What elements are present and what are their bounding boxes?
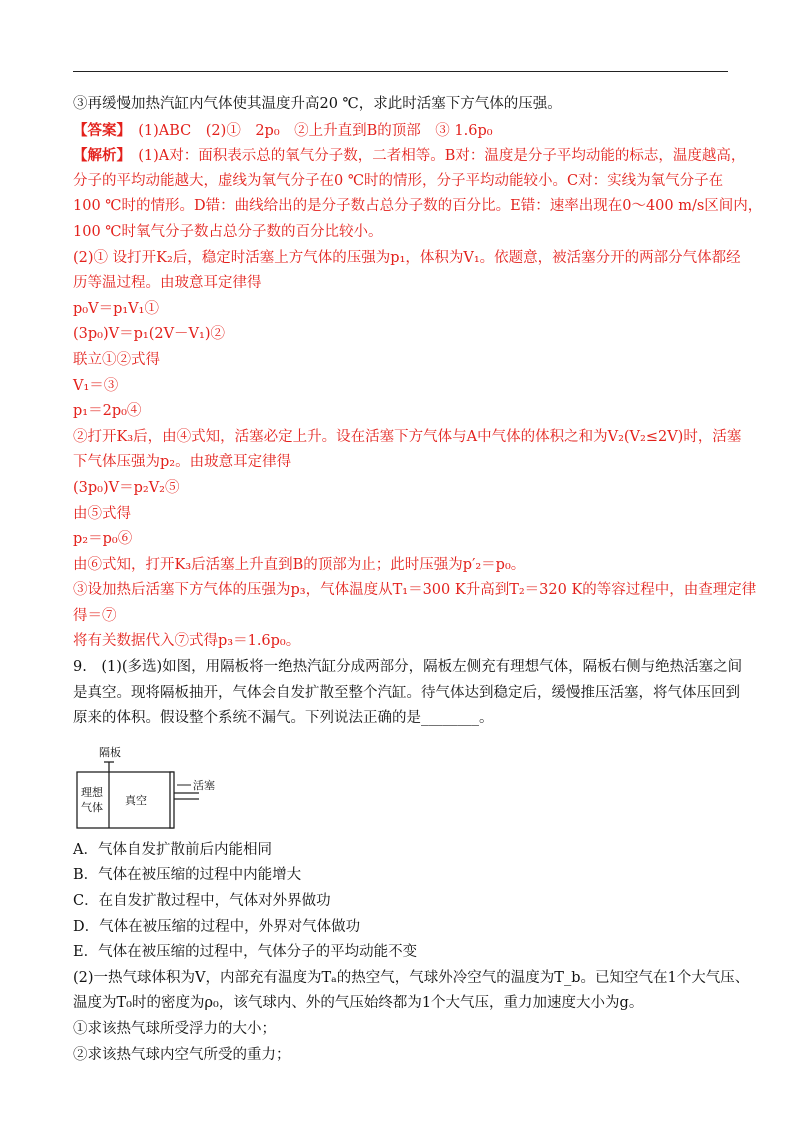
analysis-line: 分子的平均动能越大，虚线为氧气分子在0 ℃时的情形，分子平均动能较小。C对：实线为氧气分子在 (73, 172, 724, 189)
analysis-line: 100 ℃时氧气分子数占总分子数的百分比较小。 (73, 223, 383, 240)
option-b: B．气体在被压缩的过程中内能增大 (73, 867, 302, 884)
analysis-line: 历等温过程。由玻意耳定律得 (73, 275, 262, 292)
document-body (73, 92, 763, 1068)
question-tail: ③再缓慢加热汽缸内气体使其温度升高20 ℃，求此时活塞下方气体的压强。 (73, 96, 562, 112)
label-piston: 活塞 (193, 778, 215, 792)
label-gas-1: 理想 (81, 785, 103, 799)
analysis-block (73, 143, 763, 655)
piston (170, 772, 174, 828)
answer-text: (1)ABC (2)① 2p₀ ②上升直到B的顶部 ③ 1.6p₀ (123, 122, 493, 139)
question-line: 是真空。现将隔板抽开，气体会自发扩散至整个汽缸。待气体达到稳定后，缓慢推压活塞，将气体压回到 (73, 684, 740, 701)
option-c: C．在自发扩散过程中，气体对外界做功 (73, 893, 331, 910)
question-line: 9. (1)(多选)如图，用隔板将一绝热汽缸分成两部分，隔板左侧充有理想气体，隔板右侧与绝热活塞之间 (73, 659, 743, 676)
analysis-line: 联立①②式得 (73, 351, 160, 368)
analysis-line: 100 ℃时的情形。D错：曲线给出的是分子数占总分子数的百分比。E错：速率出现在0～400 m/s区间内， (73, 198, 763, 215)
label-partition: 隔板 (99, 745, 121, 759)
analysis-line: ②打开K₃后，由④式知，活塞必定上升。设在活塞下方气体与A中气体的体积之和为V₂(V₂≤2V)时，活塞 (73, 428, 742, 445)
analysis-line: ③设加热后活塞下方气体的压强为p₃，气体温度从T₁＝300 K升高到T₂＝320 K的等容过程中，由查理定律 (73, 582, 757, 599)
equation-line: p₀V＝p₁V₁① (73, 300, 159, 317)
part2-line: 温度为T₀时的密度为ρ₀，该气球内、外的气压始终都为1个大气压，重力加速度大小为g。 (73, 995, 644, 1012)
equation-line: p₁＝2p₀④ (73, 403, 142, 420)
equation-line: V₁＝③ (73, 377, 119, 394)
answer-tag: 【答案】 (73, 121, 124, 139)
analysis-line: 由⑤式得 (73, 505, 131, 522)
analysis-tag: 【解析】 (73, 147, 124, 165)
analysis-line: 【解析】 (1)A对：面积表示总的氧气分子数，二者相等。B对：温度是分子平均动能的标志，温度越高， (73, 147, 746, 165)
analysis-line: 由⑥式知，打开K₃后活塞上升直到B的顶部为止；此时压强为p′₂＝p₀。 (73, 556, 526, 573)
part2-line: ①求该热气球所受浮力的大小； (73, 1021, 276, 1037)
equation-line: 得＝⑦ (73, 607, 117, 624)
cylinder-figure (73, 738, 741, 834)
analysis-line: (2)① 设打开K₂后，稳定时活塞上方气体的压强为p₁，体积为V₁。依题意，被活塞分开的两部分气体都经 (73, 249, 741, 266)
question-line: 原来的体积。假设整个系统不漏气。下列说法正确的是________。 (73, 710, 494, 727)
option-e: E．气体在被压缩的过程中，气体分子的平均动能不变 (73, 944, 418, 961)
option-d: D．气体在被压缩的过程中，外界对气体做功 (73, 918, 361, 935)
analysis-line: 将有关数据代入⑦式得p₃＝1.6p₀。 (73, 633, 301, 650)
part2-line: ②求该热气球内空气所受的重力； (73, 1046, 291, 1063)
equation-line: p₂＝p₀⑥ (73, 531, 133, 548)
answer-line (73, 118, 741, 144)
equation-line: (3p₀)V＝p₂V₂⑤ (73, 479, 180, 496)
header-rule (73, 71, 728, 72)
option-a: A．气体自发扩散前后内能相同 (73, 841, 272, 858)
label-vacuum: 真空 (125, 793, 147, 807)
analysis-line: 下气体压强为p₂。由玻意耳定律得 (73, 454, 292, 471)
equation-line: (3p₀)V＝p₁(2V－V₁)② (73, 326, 225, 343)
cylinder-diagram (73, 738, 273, 834)
question-9 (73, 655, 750, 1068)
label-gas-2: 气体 (81, 800, 103, 814)
part2-line: (2)一热气球体积为V，内部充有温度为Tₐ的热空气，气球外冷空气的温度为T_b。已知空气在1个大气压、 (73, 969, 750, 986)
